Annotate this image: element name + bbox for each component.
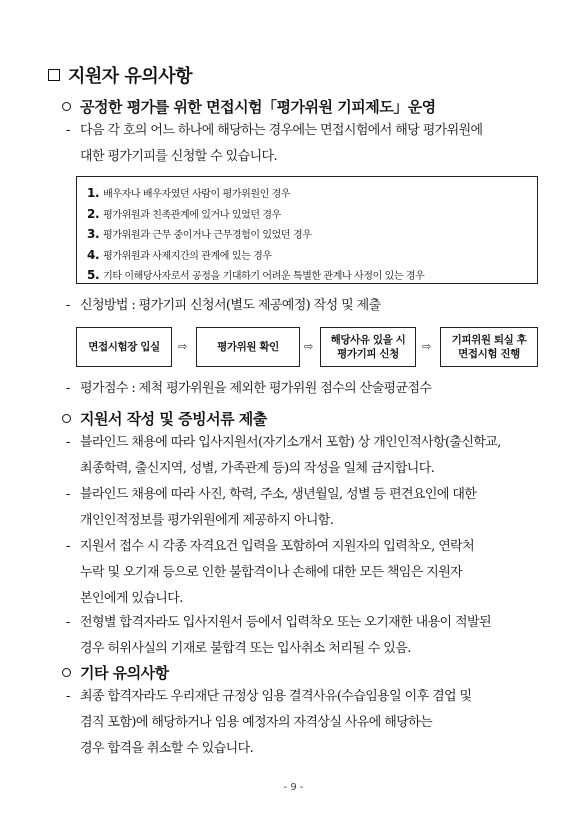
flow-step-proceed: 기피위원 퇴실 후 면접시험 진행 (440, 327, 538, 367)
flow-step-request: 해당사유 있을 시 평가기피 신청 (320, 327, 416, 367)
flow-step-enter: 면접시험장 입실 (76, 327, 172, 367)
section-title-text: 지원자 유의사항 (68, 66, 192, 87)
application-item: - 전형별 합격자라도 입사지원서 등에서 입력착오 또는 오기재한 내용이 적발된 경우 허위사실의 기재로 불합격 또는 입사취소 처리될 수 있음. (66, 615, 491, 656)
list-item: 2. 평가위원과 친족관계에 있거나 있었던 경우 (87, 206, 281, 221)
application-method: - 신청방법 : 평가기피 신청서(별도 제공예정) 작성 및 제출 (66, 298, 381, 313)
application-item: - 지원서 접수 시 각종 자격요건 입력을 포함하여 지원자의 입력착오, 연락처 누락 및 오기재 등으로 인한 불합격이나 손해에 대한 모든 책임은 지원자 본인에게 있습니다. (66, 539, 475, 606)
list-item: 4. 평가위원과 사제지간의 관계에 있는 경우 (87, 247, 272, 262)
list-item: 1. 배우자나 배우자였던 사람이 평가위원인 경우 (87, 186, 291, 200)
circle-bullet-icon (62, 414, 71, 423)
subsection-heading-application: 지원서 작성 및 증빙서류 제출 (62, 408, 267, 429)
subsection-heading-other: 기타 유의사항 (62, 662, 169, 683)
avoidance-cases-box (76, 176, 538, 284)
score-note: - 평가점수 : 제척 평가위원을 제외한 평가위원 점수의 산술평균점수 (66, 381, 432, 396)
list-item: 5. 기타 이해당사자로서 공정을 기대하기 어려운 특별한 관계나 사정이 있는 경우 (87, 268, 425, 282)
section-title (48, 62, 192, 88)
circle-bullet-icon (62, 102, 71, 111)
other-item: - 최종 합격자라도 우리재단 규정상 임용 결격사유(수습임용일 이후 겸업 및 겸직 포함)에 해당하거나 임용 예정자의 자격상실 사유에 해당하는 경우 합격을 취소할 수 있습니다. (66, 689, 472, 756)
arrow-right-icon: ⇨ (422, 340, 432, 353)
application-item: - 블라인드 채용에 따라 사진, 학력, 주소, 생년월일, 성별 등 편견요인에 대한 개인인적정보를 평가위원에게 제공하지 아니함. (66, 487, 477, 528)
avoidance-intro: - 다음 각 호의 어느 하나에 해당하는 경우에는 면접시험에서 해당 평가위원에 대한 평가기피를 신청할 수 있습니다. (66, 123, 483, 164)
avoidance-process-flow (76, 327, 538, 367)
arrow-right-icon: ⇨ (304, 340, 314, 353)
list-item: 3. 평가위원과 근무 중이거나 근무경험이 있었던 경우 (87, 227, 312, 241)
page-number: - 9 - (283, 782, 304, 793)
square-bullet-icon (48, 69, 60, 81)
circle-bullet-icon (62, 668, 71, 677)
arrow-right-icon: ⇨ (178, 340, 188, 353)
flow-step-confirm: 평가위원 확인 (196, 327, 300, 367)
application-item: - 블라인드 채용에 따라 입사지원서(자기소개서 포함) 상 개인인적사항(출신학교, 최종학력, 출신지역, 성별, 가족관계 등)의 작성을 일체 금지합니다. (66, 435, 501, 476)
subsection-heading-evaluator-avoidance: 공정한 평가를 위한 면접시험「평가위원 기피제도」운영 (62, 96, 436, 117)
